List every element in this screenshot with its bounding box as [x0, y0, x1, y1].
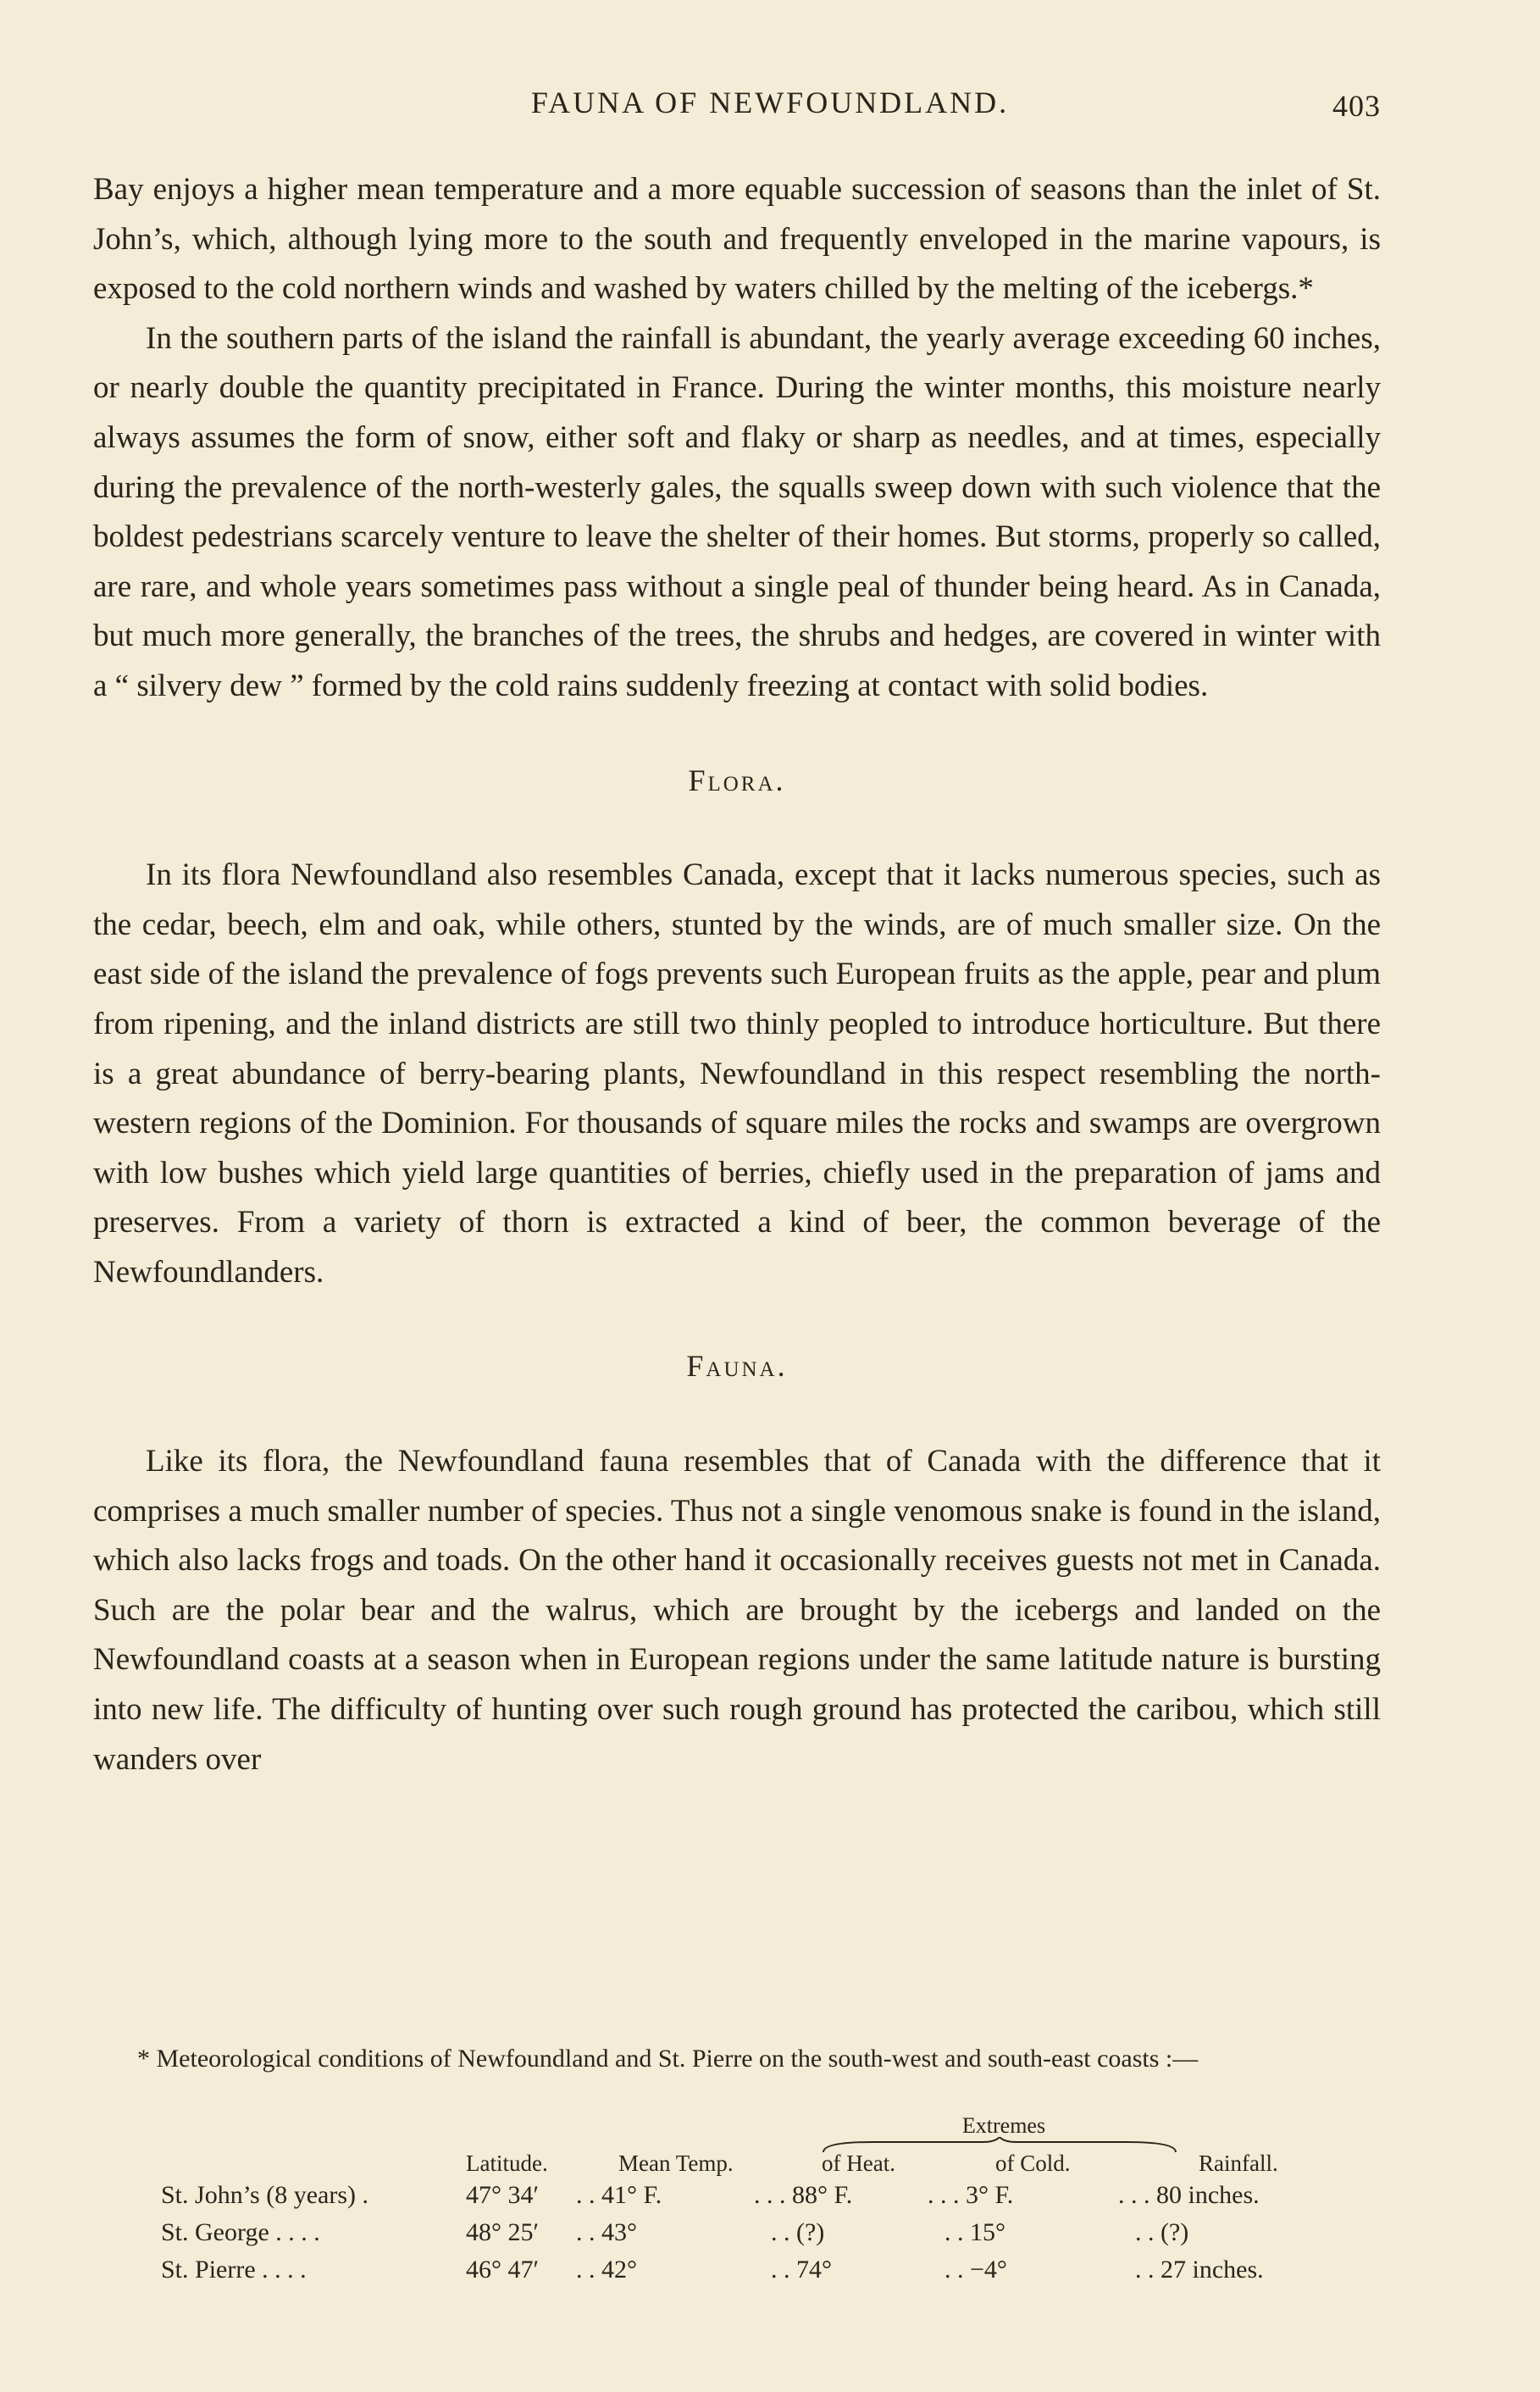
cell-cold: . . . 3° F.	[928, 2181, 1014, 2209]
cell-latitude: 46° 47′	[466, 2256, 540, 2284]
section-heading-fauna: Fauna.	[686, 1349, 788, 1384]
cell-latitude: 48° 25′	[466, 2218, 540, 2246]
footnote	[93, 2040, 1381, 2078]
cell-heat: . . 74°	[771, 2256, 832, 2284]
paragraph-continuation: Bay enjoys a higher mean temperature and a more equable succession of seasons than the inlet of St. John’s, which, although lying more to the south and frequently enveloped in the marine vapours, is exposed to the cold northern winds and washed by waters chilled by the melting of the icebergs.*	[93, 172, 1381, 307]
cell-place: St. Pierre . . . .	[161, 2256, 307, 2284]
body-text	[93, 165, 1381, 1784]
paragraph-rainfall: In the southern parts of the island the rainfall is abundant, the yearly average exceeding 60 inches, or nearly double the quantity precipitated in France. During the winter months, this moisture nearly always assumes the form of snow, either soft and flaky or sharp as needles, and at times, especially during the prevalence of the north-westerly gales, the squalls sweep down with such violence that the boldest pedestrians scarcely venture to leave the shelter of their homes. But storms, properly so called, are rare, and whole years sometimes pass without a single peal of thunder being heard. As in Canada, but much more generally, the branches of the trees, the shrubs and hedges, are covered in winter with a “ silvery dew ” formed by the cold rains suddenly freezing at contact with solid bodies.	[93, 320, 1381, 703]
cell-place: St. George . . . .	[161, 2218, 320, 2246]
table-row	[161, 2256, 1330, 2293]
header-cold: of Cold.	[995, 2151, 1071, 2176]
paragraph-flora: In its flora Newfoundland also resembles Canada, except that it lacks numerous species, such as the cedar, beech, elm and oak, while others, stunted by the winds, are of much smaller size. On the east side of the island the prevalence of fogs prevents such European fruits as the apple, pear and plum from ripening, and the inland districts are still two thinly peopled to introduce horticulture. But there is a great abundance of berry-bearing plants, Newfoundland in this respect resembling the north-western regions of the Dominion. For thousands of square miles the rocks and swamps are overgrown with low bushes which yield large quantities of berries, chiefly used in the preparation of jams and preserves. From a variety of thorn is extracted a kind of beer, the common beverage of the Newfoundlanders.	[93, 857, 1381, 1290]
header-heat: of Heat.	[822, 2151, 895, 2176]
table-row	[161, 2181, 1330, 2218]
cell-rainfall: . . . 80 inches.	[1118, 2181, 1260, 2209]
section-heading-flora: Flora.	[688, 763, 786, 797]
table-row	[161, 2218, 1330, 2256]
paragraph-fauna: Like its flora, the Newfoundland fauna resembles that of Canada with the difference that it comprises a much smaller number of species. Thus not a single venomous snake is found in the island, which also lacks frogs and toads. On the other hand it occasionally receives guests not met in Canada. Such are the polar bear and the walrus, which are brought by the icebergs and landed on the Newfoundland coasts at a season when in European regions under the same latitude nature is bursting into new life. The difficulty of hunting over such rough ground has protected the caribou, which still wanders over	[93, 1444, 1381, 1777]
cell-cold: . . 15°	[944, 2218, 1005, 2246]
cell-mean-temp: . . 41° F.	[576, 2181, 662, 2209]
cell-cold: . . −4°	[944, 2256, 1007, 2284]
footnote-text: * Meteorological conditions of Newfoundland and St. Pierre on the south-west and south-east coasts :—	[137, 2045, 1199, 2073]
page-number: 403	[1332, 89, 1381, 123]
cell-mean-temp: . . 42°	[576, 2256, 637, 2284]
cell-rainfall: . . (?)	[1135, 2218, 1189, 2246]
running-head	[0, 85, 1540, 127]
running-title: FAUNA OF NEWFOUNDLAND.	[530, 86, 1010, 119]
cell-mean-temp: . . 43°	[576, 2218, 637, 2246]
cell-heat: . . . 88° F.	[754, 2181, 853, 2209]
meteorological-table	[161, 2113, 1330, 2291]
cell-latitude: 47° 34′	[466, 2181, 540, 2209]
cell-heat: . . (?)	[771, 2218, 825, 2246]
header-rainfall: Rainfall.	[1199, 2151, 1278, 2176]
cell-place: St. John’s (8 years) .	[161, 2181, 368, 2209]
header-latitude: Latitude.	[466, 2151, 548, 2176]
header-mean-temp: Mean Temp.	[618, 2151, 734, 2176]
cell-rainfall: . . 27 inches.	[1135, 2256, 1264, 2284]
extremes-group-label: Extremes	[961, 2113, 1046, 2138]
